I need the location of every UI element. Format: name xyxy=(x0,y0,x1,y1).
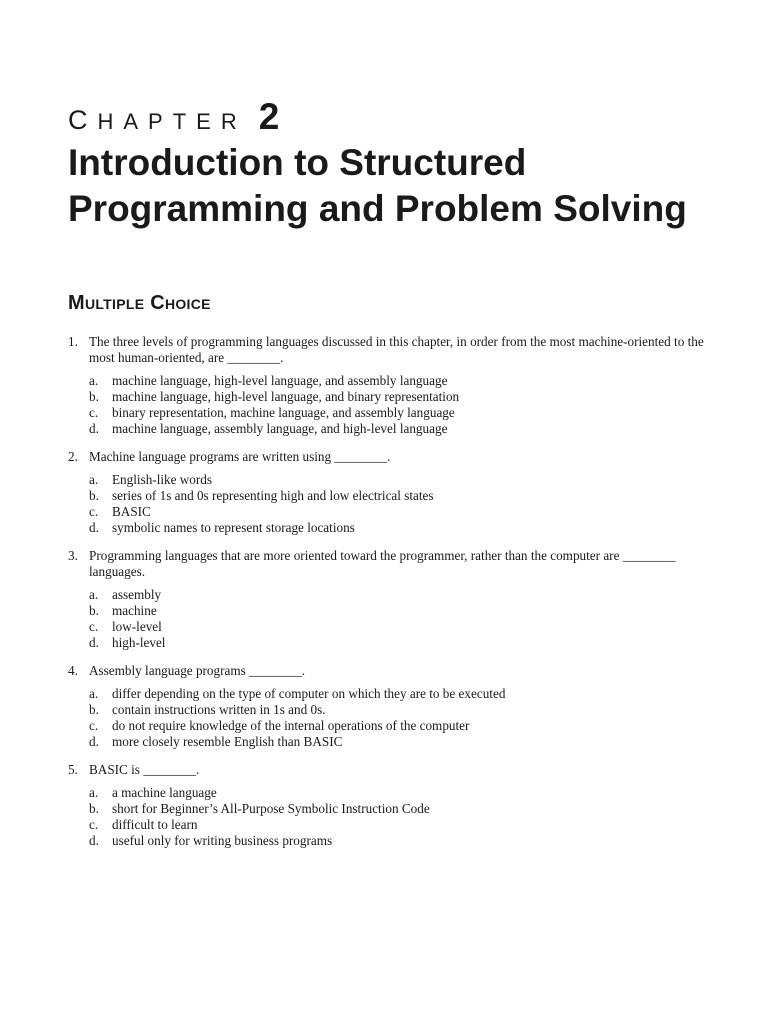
option-text: symbolic names to represent storage locations xyxy=(112,520,355,535)
option-letter: c. xyxy=(89,504,99,519)
option-letter: d. xyxy=(89,635,99,650)
question-text: Programming languages that are more oriented toward the programmer, rather than the computer are ________ languages. xyxy=(89,548,676,579)
option-letter: a. xyxy=(89,587,99,602)
option-item xyxy=(89,587,708,603)
option-letter: b. xyxy=(89,702,99,717)
question-item xyxy=(68,762,708,849)
option-letter: d. xyxy=(89,734,99,749)
option-letter: a. xyxy=(89,785,99,800)
option-text: series of 1s and 0s representing high and low electrical states xyxy=(112,488,434,503)
option-text: machine language, high-level language, and binary representation xyxy=(112,389,460,404)
chapter-word xyxy=(68,105,247,135)
option-item xyxy=(89,702,708,718)
option-item xyxy=(89,833,708,849)
option-text: do not require knowledge of the internal operations of the computer xyxy=(112,718,470,733)
option-list xyxy=(89,472,708,536)
option-letter: b. xyxy=(89,603,99,618)
option-item xyxy=(89,686,708,702)
option-text: machine language, high-level language, and assembly language xyxy=(112,373,448,388)
option-item xyxy=(89,817,708,833)
option-letter: a. xyxy=(89,472,99,487)
option-text: BASIC xyxy=(112,504,151,519)
option-text: short for Beginner’s All-Purpose Symbolic Instruction Code xyxy=(112,801,430,816)
question-number: 3. xyxy=(68,548,78,563)
option-text: high-level xyxy=(112,635,166,650)
option-text: differ depending on the type of computer on which they are to be executed xyxy=(112,686,506,701)
option-letter: d. xyxy=(89,833,99,848)
question-number: 5. xyxy=(68,762,78,777)
option-text: more closely resemble English than BASIC xyxy=(112,734,343,749)
option-letter: a. xyxy=(89,686,99,701)
option-text: binary representation, machine language, and assembly language xyxy=(112,405,455,420)
option-letter: a. xyxy=(89,373,99,388)
chapter-label xyxy=(68,96,279,138)
chapter-word-rest: HAPTER xyxy=(97,109,247,134)
option-item xyxy=(89,801,708,817)
option-text: low-level xyxy=(112,619,162,634)
option-item xyxy=(89,405,708,421)
option-item xyxy=(89,635,708,651)
question-item xyxy=(68,663,708,750)
option-text: English-like words xyxy=(112,472,212,487)
question-number: 4. xyxy=(68,663,78,678)
option-text: useful only for writing business programs xyxy=(112,833,333,848)
question-text: Assembly language programs ________. xyxy=(89,663,306,678)
option-list xyxy=(89,587,708,651)
question-item xyxy=(68,449,708,536)
option-letter: d. xyxy=(89,421,99,436)
question-text: Machine language programs are written using ________. xyxy=(89,449,391,464)
question-number: 2. xyxy=(68,449,78,464)
question-number: 1. xyxy=(68,334,78,349)
option-letter: b. xyxy=(89,488,99,503)
option-item xyxy=(89,373,708,389)
option-list xyxy=(89,785,708,849)
question-list xyxy=(68,334,708,861)
option-item xyxy=(89,520,708,536)
option-item xyxy=(89,488,708,504)
question-item xyxy=(68,548,708,651)
option-item xyxy=(89,504,708,520)
option-list xyxy=(89,686,708,750)
option-letter: d. xyxy=(89,520,99,535)
question-text: BASIC is ________. xyxy=(89,762,200,777)
option-text: contain instructions written in 1s and 0s. xyxy=(112,702,326,717)
option-item xyxy=(89,619,708,635)
option-item xyxy=(89,389,708,405)
option-text: machine language, assembly language, and high-level language xyxy=(112,421,448,436)
option-letter: c. xyxy=(89,718,99,733)
option-letter: c. xyxy=(89,619,99,634)
option-letter: c. xyxy=(89,405,99,420)
option-item xyxy=(89,718,708,734)
option-letter: b. xyxy=(89,801,99,816)
option-text: a machine language xyxy=(112,785,217,800)
option-item xyxy=(89,603,708,619)
chapter-word-initial: C xyxy=(68,105,98,135)
question-item xyxy=(68,334,708,437)
chapter-number: 2 xyxy=(258,96,280,137)
option-text: machine xyxy=(112,603,157,618)
chapter-title: Introduction to Structured Programming and Problem Solving xyxy=(68,142,687,229)
section-heading: Multiple Choice xyxy=(68,292,211,314)
option-letter: b. xyxy=(89,389,99,404)
option-item xyxy=(89,785,708,801)
option-text: assembly xyxy=(112,587,162,602)
option-item xyxy=(89,472,708,488)
question-text: The three levels of programming languages discussed in this chapter, in order from the most machine-oriented to the most human-oriented, are ________. xyxy=(89,334,704,365)
option-list xyxy=(89,373,708,437)
option-item xyxy=(89,734,708,750)
option-text: difficult to learn xyxy=(112,817,198,832)
option-item xyxy=(89,421,708,437)
option-letter: c. xyxy=(89,817,99,832)
